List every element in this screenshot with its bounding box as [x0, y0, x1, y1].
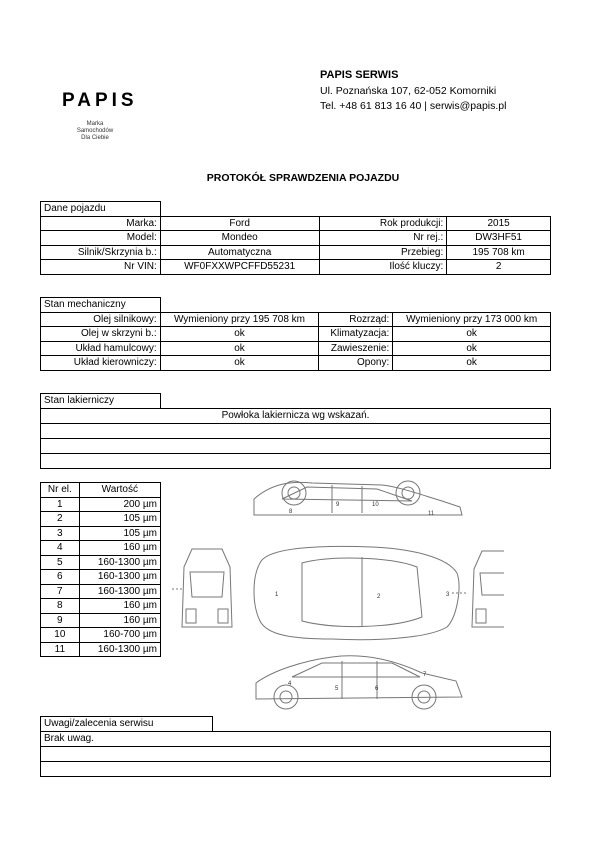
- panel-label-2: 2: [377, 594, 381, 600]
- field-label: Model:: [41, 231, 161, 246]
- thickness-value: 160-700 µm: [79, 628, 160, 643]
- table-row: [41, 570, 161, 585]
- table-row: [41, 341, 551, 356]
- mechanical-section-header: Stan mechaniczny: [41, 298, 161, 313]
- thickness-value: 160 µm: [79, 613, 160, 628]
- table-row: [41, 408, 551, 423]
- table-row: [41, 327, 551, 342]
- table-row: [41, 526, 161, 541]
- field-value: ok: [393, 356, 551, 371]
- remarks-table: [40, 716, 551, 777]
- header-spacer: [160, 298, 550, 313]
- logo-tagline-line: Marka: [86, 121, 104, 127]
- header-spacer: [160, 202, 550, 217]
- table-row: [41, 584, 161, 599]
- panel-label-9: 9: [336, 502, 340, 508]
- car-front-view: [172, 549, 232, 627]
- header-spacer: [212, 717, 550, 732]
- thickness-value: 105 µm: [79, 512, 160, 527]
- table-row: [41, 453, 551, 468]
- car-side-view-top: [254, 481, 462, 515]
- logo-wordmark: PAPIS: [62, 90, 138, 111]
- car-side-view-bottom: [256, 656, 462, 709]
- paint-note: [41, 453, 551, 468]
- paint-note: Powłoka lakiernicza wg wskazań.: [41, 408, 551, 423]
- table-row: [41, 555, 161, 570]
- column-header: Nr el.: [41, 483, 80, 498]
- field-value: ok: [393, 327, 551, 342]
- table-row: [41, 731, 551, 746]
- column-header: Wartość: [79, 483, 160, 498]
- vehicle-data-table: [40, 201, 551, 275]
- thickness-value: 160-1300 µm: [79, 570, 160, 585]
- field-value: 195 708 km: [447, 245, 551, 260]
- thickness-value: 160 µm: [79, 599, 160, 614]
- field-value: DW3HF51: [447, 231, 551, 246]
- thickness-value: 160 µm: [79, 541, 160, 556]
- thickness-value: 160-1300 µm: [79, 584, 160, 599]
- field-value: WF0FXXWPCFFD55231: [160, 260, 319, 275]
- table-row: [41, 231, 551, 246]
- field-value: Ford: [160, 216, 319, 231]
- table-row: [41, 613, 161, 628]
- logo-tagline-line: Samochodów: [76, 128, 114, 134]
- table-row: [41, 642, 161, 657]
- table-row: [41, 541, 161, 556]
- field-label: Zawieszenie:: [319, 341, 393, 356]
- element-number: 6: [41, 570, 80, 585]
- field-label: Marka:: [41, 216, 161, 231]
- field-label: Olej silnikowy:: [41, 312, 161, 327]
- table-row: [41, 245, 551, 260]
- panel-label-5: 5: [335, 686, 339, 692]
- panel-label-1: 1: [275, 592, 279, 598]
- paint-measurement-table: [40, 482, 161, 657]
- panel-label-6: 6: [375, 686, 379, 692]
- table-row: [41, 497, 161, 512]
- panel-label-7: 7: [423, 672, 427, 678]
- thickness-value: 160-1300 µm: [79, 642, 160, 657]
- element-number: 8: [41, 599, 80, 614]
- field-label: Ilość kluczy:: [319, 260, 447, 275]
- car-top-view: [254, 546, 468, 639]
- element-number: 3: [41, 526, 80, 541]
- panel-label-10: 10: [372, 502, 379, 508]
- element-number: 11: [41, 642, 80, 657]
- table-row: [41, 746, 551, 761]
- field-label: Układ kierowniczy:: [41, 356, 161, 371]
- table-row: [41, 356, 551, 371]
- car-damage-diagram: [172, 477, 504, 713]
- thickness-value: 200 µm: [79, 497, 160, 512]
- table-row: [41, 312, 551, 327]
- logo-tagline: [62, 121, 128, 142]
- field-label: Układ hamulcowy:: [41, 341, 161, 356]
- field-value: Wymieniony przy 195 708 km: [160, 312, 319, 327]
- remark-text: Brak uwag.: [41, 731, 551, 746]
- element-number: 1: [41, 497, 80, 512]
- field-label: Klimatyzacja:: [319, 327, 393, 342]
- field-value: ok: [160, 327, 319, 342]
- vehicle-section-header: Dane pojazdu: [41, 202, 161, 217]
- element-number: 7: [41, 584, 80, 599]
- thickness-value: 105 µm: [79, 526, 160, 541]
- panel-label-3: 3: [446, 592, 450, 598]
- field-label: Rok produkcji:: [319, 216, 447, 231]
- table-row: [41, 628, 161, 643]
- field-value: ok: [160, 341, 319, 356]
- field-value: Mondeo: [160, 231, 319, 246]
- paint-note: [41, 423, 551, 438]
- table-row: [41, 512, 161, 527]
- thickness-value: 160-1300 µm: [79, 555, 160, 570]
- field-label: Opony:: [319, 356, 393, 371]
- element-number: 5: [41, 555, 80, 570]
- panel-label-4: 4: [288, 681, 292, 687]
- field-label: Rozrząd:: [319, 312, 393, 327]
- paint-section-header: Stan lakierniczy: [41, 394, 161, 409]
- remarks-section-header: Uwagi/zalecenia serwisu: [41, 717, 213, 732]
- logo-tagline-line: Dla Ciebie: [81, 135, 109, 141]
- company-name: PAPIS SERWIS: [320, 69, 399, 81]
- company-address: Ul. Poznańska 107, 62-052 Komorniki: [320, 84, 497, 97]
- field-label: Nr rej.:: [319, 231, 447, 246]
- element-number: 4: [41, 541, 80, 556]
- element-number: 10: [41, 628, 80, 643]
- company-info: [320, 68, 506, 115]
- element-number: 2: [41, 512, 80, 527]
- brand-logo: [62, 90, 138, 142]
- paint-table: [40, 393, 551, 469]
- field-value: ok: [393, 341, 551, 356]
- paint-note: [41, 438, 551, 453]
- table-row: [41, 761, 551, 776]
- field-value: 2: [447, 260, 551, 275]
- table-row: [41, 438, 551, 453]
- field-value: 2015: [447, 216, 551, 231]
- header-spacer: [160, 394, 550, 409]
- field-value: Automatyczna: [160, 245, 319, 260]
- car-rear-view: [472, 551, 504, 627]
- field-label: Przebieg:: [319, 245, 447, 260]
- panel-label-8: 8: [289, 509, 293, 515]
- mechanical-table: [40, 297, 551, 371]
- remark-text: [41, 746, 551, 761]
- table-row: [41, 599, 161, 614]
- table-row: [41, 423, 551, 438]
- field-label: Nr VIN:: [41, 260, 161, 275]
- company-contact: Tel. +48 61 813 16 40 | serwis@papis.pl: [320, 100, 507, 112]
- field-value: ok: [160, 356, 319, 371]
- element-number: 9: [41, 613, 80, 628]
- remark-text: [41, 761, 551, 776]
- panel-label-11: 11: [428, 511, 435, 517]
- field-label: Olej w skrzyni b.:: [41, 327, 161, 342]
- field-value: Wymieniony przy 173 000 km: [393, 312, 551, 327]
- table-row: [41, 216, 551, 231]
- table-row: [41, 260, 551, 275]
- document-title: PROTOKÓŁ SPRAWDZENIA POJAZDU: [206, 172, 400, 184]
- field-label: Silnik/Skrzynia b.:: [41, 245, 161, 260]
